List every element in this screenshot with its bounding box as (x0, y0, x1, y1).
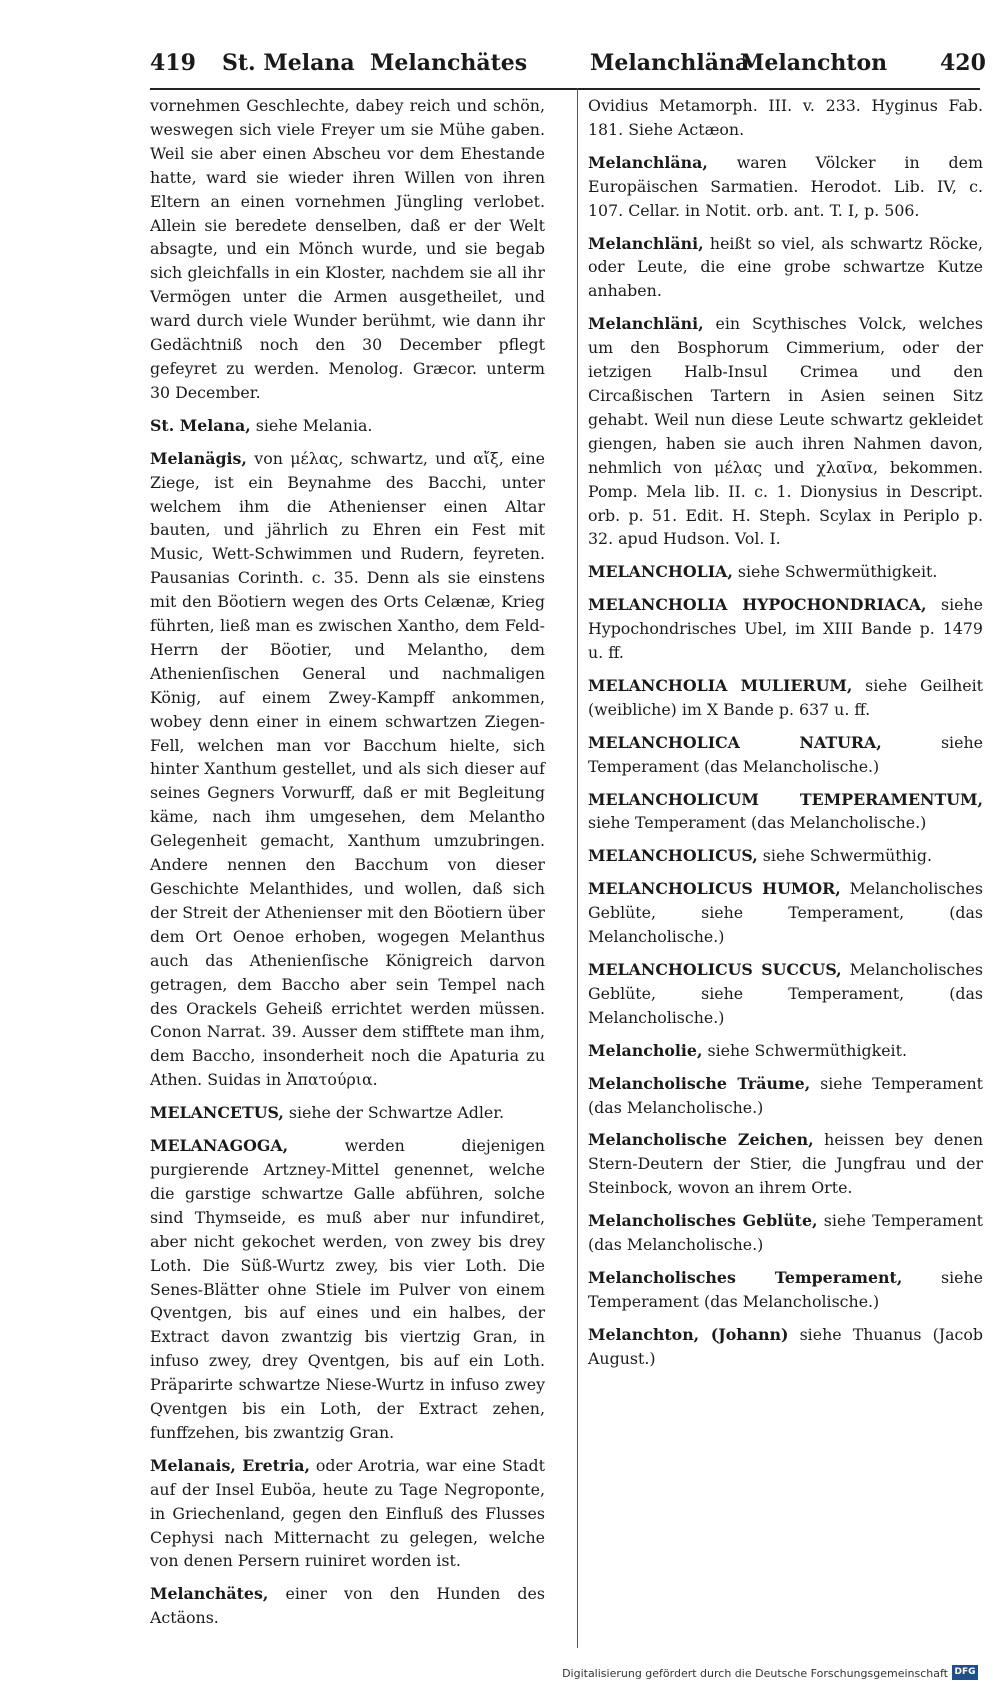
entry-text: heißt so viel, als schwartz Röcke, oder Leute, die eine grobe schwartze Kutze anhaben. (588, 233, 983, 301)
left-running-title-1: St. Melana (222, 50, 355, 76)
digitization-footer (562, 1664, 978, 1684)
entry (588, 1209, 983, 1257)
running-header (150, 44, 986, 80)
right-running-title-2: Melanchton (740, 50, 888, 76)
entry-text: heissen bey denen Stern-Deutern der Stier, die Jungfrau und der Steinbock, wovon an ihrem Orte. (588, 1130, 984, 1198)
entry (588, 731, 983, 779)
entry-text: siehe Schwermüthigkeit. (732, 562, 938, 582)
entry-text: siehe Schwermüthigkeit. (702, 1040, 907, 1060)
entry (588, 674, 983, 722)
entry-lemma: Melanchläni, (588, 314, 704, 334)
entry (588, 94, 983, 142)
entry-lemma: Melancholisches Temperament, (588, 1267, 903, 1287)
entry-lemma: MELANCHOLICUM TEMPERAMENTUM, (588, 789, 983, 809)
entry (588, 1039, 983, 1063)
entry-text: siehe Thuanus (Jacob August.) (588, 1324, 983, 1368)
right-page-number: 420 (940, 50, 986, 76)
entry-text: oder Arotria, war eine Stadt auf der Insel Euböa, heute zu Tage Negroponte, in Griechenland, gegen den Einfluß des Flusses Cephysi nach Mitternacht zu gelegen, welche von denen Persern ruiniret worden ist. (150, 1455, 545, 1571)
entry (588, 560, 983, 584)
entry-text: siehe Geilheit (weibliche) im X Bande p. 637 u. ff. (588, 675, 983, 719)
entry-text: von μέλας, schwartz, und αἴξ, eine Ziege, ist ein Beynahme des Bacchi, unter welchem ihm die Athenienser einen Altar bauten, und jährlich zu Ehren ein Fest mit Music, Wett-Schwimmen und Rudern, feyreten. Pausanias Corinth. c. 35. Denn als sie einstens mit den Böotiern wegen des Orts Celænæ, Krieg führten, ließ man es zwischen Xantho, dem Feld-Herrn der Böotier, und Melantho, dem Athenienſischen General und nachmaligen König, auf einem Zwey-Kampff ankommen, wobey denn einer in einem schwartzen Ziegen-Fell, welchen man vor Bacchum hielte, sich hinter Xanthum gestellet, und als sich dieser auf seines Gegners Vorwurff, daß er mit Begleitung käme, nach ihm umgesehen, dem Melantho Gelegenheit gemacht, Xanthum umzubringen. Andere nennen den Bacchum von dieser Geschichte Melanthides, und wollen, daß sich der Streit der Athenienser mit den Böotiern über dem Ort Oenoe erhoben, wogegen Melanthus auch das Athenienſische Königreich darvon getragen, dem Baccho aber sein Tempel nach des Orackels Geheiß errichtet werden müssen. Conon Narrat. 39. Ausser dem stifftete man ihm, dem Baccho, insonderheit noch die Apaturia zu Athen. Suidas in Ἀπατούρια. (150, 448, 545, 1090)
entry-lemma: Melancholisches Geblüte, (588, 1211, 818, 1231)
entry (150, 1101, 545, 1125)
left-running-title-2: Melanchätes (370, 50, 528, 76)
entry-lemma: MELANCHOLICUS HUMOR, (588, 879, 841, 899)
entry (588, 877, 983, 949)
entry (150, 1134, 545, 1445)
entry-text: siehe Temperament (das Melancholische.) (588, 1267, 983, 1311)
right-running-title-1: Melanchläna (590, 50, 750, 76)
entry-text: siehe Melania. (250, 415, 373, 435)
entry (150, 1582, 545, 1630)
entry (588, 958, 983, 1030)
entry-text: siehe Temperament (das Melancholische.) (588, 813, 927, 833)
entry (588, 1128, 983, 1200)
entry-text: siehe der Schwartze Adler. (283, 1103, 505, 1123)
entry-text: werden diejenigen purgierende Artzney-Mittel genennet, welche die garstige schwartze Galle abführen, solche sind Thymseide, es muß aber nur infundiret, aber nicht gekochet werden, von zwey bis drey Loth. Die Süß-Wurtz zwey, bis vier Loth. Die Senes-Blätter ohne Stiele im Pulver von einem Qventgen, bis auf eines und ein halbes, der Extract davon zwantzig bis viertzig Gran, in infuso zwey, drey Qventgen, bis auf ein Loth. Präparirte schwartze Niese-Wurtz in infuso zwey Qventgen bis ein Loth, der Extract zehen, funffzehen, bis zwantzig Gran. (150, 1136, 545, 1442)
entry (150, 447, 545, 1092)
entry-lemma: MELANCHOLICUS, (588, 846, 758, 866)
entry-lemma: MELANCHOLIA HYPOCHONDRIACA, (588, 595, 927, 615)
entry-lemma: Melancholische Zeichen, (588, 1130, 814, 1150)
left-column (150, 94, 545, 1639)
entry-lemma: Melancholie, (588, 1040, 703, 1060)
entry (588, 844, 983, 868)
entry-text: waren Völcker in dem Europäischen Sarmatien. Herodot. Lib. IV, c. 107. Cellar. in Notit. orb. ant. T. I, p. 506. (588, 152, 983, 220)
entry-text: siehe Temperament (das Melancholische.) (588, 732, 983, 776)
entry-lemma: Melanais, Eretria, (150, 1455, 310, 1475)
entry-lemma: MELANCHOLICA NATURA, (588, 732, 882, 752)
entry-lemma: MELANCHOLIA MULIERUM, (588, 675, 853, 695)
left-page-number: 419 (150, 50, 196, 76)
entry-lemma: MELANCETUS, (150, 1103, 284, 1123)
entry-lemma: Melanägis, (150, 448, 247, 468)
dfg-logo: DFG (952, 1665, 978, 1680)
entry-text: vornehmen Geschlechte, dabey reich und schön, weswegen sich viele Freyer um sie Mühe gaben. Weil sie aber einen Abscheu vor dem Ehestande hatte, ward sie wieder ihren Willen von ihren Eltern an einen vornehmen Jüngling verlobet. Allein sie beredete denselben, daß er der Welt absagte, und ein Mönch wurde, und sie begab sich gleichfalls in ein Kloster, nachdem sie all ihr Vermögen unter die Armen ausgetheilet, und ward durch viele Wunder berühmt, wie dann ihr Gedächtniß noch den 30 December pflegt gefeyret zu werden. Menolog. Græcor. unterm 30 December. (150, 96, 545, 402)
entry-text: siehe Schwermüthig. (757, 846, 932, 866)
entry (588, 788, 983, 836)
entry-text: siehe Hypochondrisches Ubel, im XIII Bande p. 1479 u. ff. (588, 595, 983, 663)
entry (588, 1072, 983, 1120)
funding-notice: Digitalisierung gefördert durch die Deutsche Forschungsgemeinschaft (562, 1667, 948, 1680)
entry (588, 1266, 983, 1314)
entry-lemma: MELANAGOGA, (150, 1136, 289, 1156)
entry-lemma: Melanchätes, (150, 1584, 269, 1604)
entry-lemma: Melanchläna, (588, 152, 708, 172)
column-divider (577, 88, 578, 1648)
entry-lemma: Melanchläni, (588, 233, 704, 253)
entry (588, 593, 983, 665)
entry-lemma: St. Melana, (150, 415, 251, 435)
entry-text: siehe Temperament (das Melancholische.) (588, 1211, 983, 1255)
entry-text: siehe Temperament (das Melancholische.) (588, 1073, 983, 1117)
entry-text: Ovidius Metamorph. III. v. 233. Hyginus Fab. 181. Siehe Actæon. (588, 96, 983, 139)
entry (588, 312, 983, 551)
entry (150, 1454, 545, 1574)
entry-text: Melancholisches Geblüte, siehe Temperament, (das Melancholische.) (588, 960, 983, 1027)
entry-text: einer von den Hunden des Actäons. (150, 1584, 545, 1628)
entry-text: Melancholisches Geblüte, siehe Temperament, (das Melancholische.) (588, 879, 983, 947)
entry (150, 414, 545, 438)
entry-lemma: Melancholische Träume, (588, 1073, 811, 1093)
entry-lemma: MELANCHOLIA, (588, 562, 733, 582)
header-rule (150, 88, 980, 90)
entry-lemma: Melanchton, (Johann) (588, 1324, 789, 1344)
entry (150, 94, 545, 405)
entry-text: ein Scythisches Volck, welches um den Bosphorum Cimmerium, oder der ietzigen Halb-Insul Crimea und den Circaßischen Tartern in Asien seinen Sitz gehabt. Weil nun diese Leute schwartz gekleidet giengen, haben sie auch ihren Nahmen davon, nehmlich von μέλας und χλαῖνα, bekommen. Pomp. Mela lib. II. c. 1. Dionysius in Descript. orb. p. 51. Edit. H. Steph. Scylax in Periplo p. 32. apud Hudson. Vol. I. (588, 314, 983, 549)
entry (588, 1323, 983, 1371)
right-column (588, 94, 983, 1380)
entry (588, 151, 983, 223)
entry (588, 232, 983, 304)
entry-lemma: MELANCHOLICUS SUCCUS, (588, 960, 842, 979)
